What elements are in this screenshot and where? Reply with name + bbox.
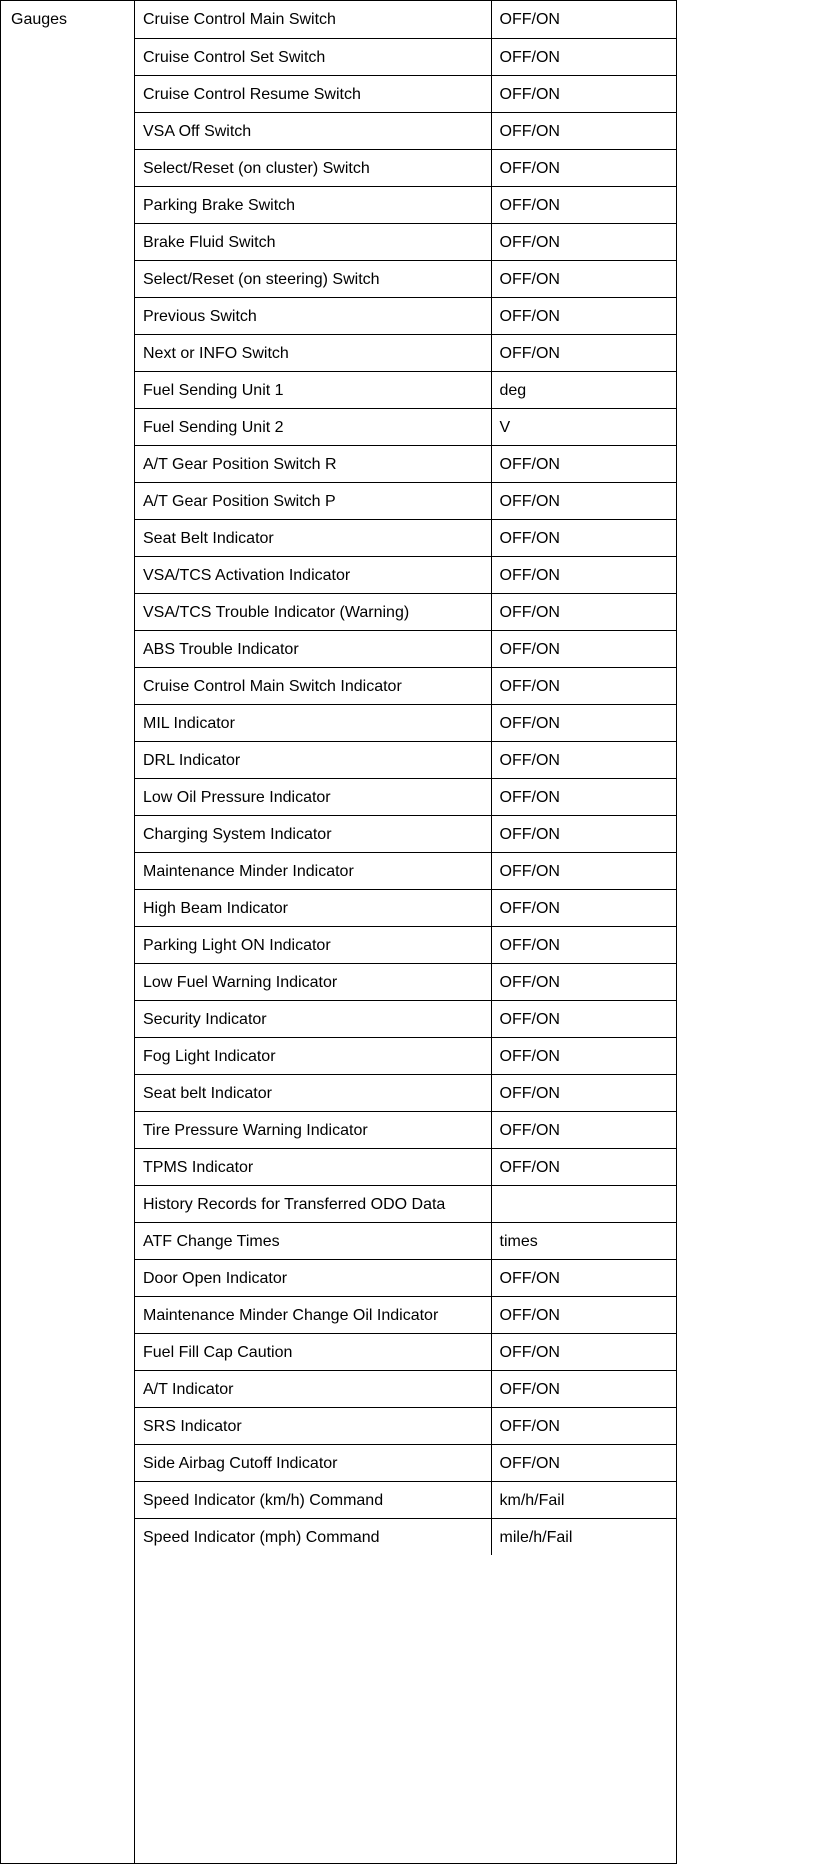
parameter-unit: OFF/ON — [491, 75, 676, 112]
parameter-name: Fuel Sending Unit 1 — [135, 371, 491, 408]
parameter-unit: OFF/ON — [491, 38, 676, 75]
category-cell: Gauges — [1, 1, 135, 1863]
table-row — [135, 815, 676, 852]
parameter-unit: OFF/ON — [491, 1259, 676, 1296]
table-row — [135, 889, 676, 926]
parameter-unit: OFF/ON — [491, 630, 676, 667]
table-row — [135, 741, 676, 778]
table-row — [135, 1481, 676, 1518]
parameter-name: Charging System Indicator — [135, 815, 491, 852]
parameter-unit: OFF/ON — [491, 297, 676, 334]
parameter-name: DRL Indicator — [135, 741, 491, 778]
table-row — [135, 667, 676, 704]
table-row — [135, 1111, 676, 1148]
table-row — [135, 1518, 676, 1555]
parameter-unit — [491, 1185, 676, 1222]
table-row — [135, 1333, 676, 1370]
parameter-unit: OFF/ON — [491, 704, 676, 741]
parameter-name: High Beam Indicator — [135, 889, 491, 926]
parameter-unit: OFF/ON — [491, 1444, 676, 1481]
table-row — [135, 1222, 676, 1259]
table-row — [135, 1296, 676, 1333]
parameter-unit: OFF/ON — [491, 1407, 676, 1444]
parameter-name: Maintenance Minder Change Oil Indicator — [135, 1296, 491, 1333]
parameter-name: Select/Reset (on cluster) Switch — [135, 149, 491, 186]
parameter-unit: mile/h/Fail — [499, 1528, 573, 1546]
table-row — [135, 593, 676, 630]
table-row — [135, 1037, 676, 1074]
table-row — [135, 149, 676, 186]
parameter-name: Next or INFO Switch — [135, 334, 491, 371]
parameter-name: VSA/TCS Activation Indicator — [135, 556, 491, 593]
parameter-unit: OFF/ON — [491, 778, 676, 815]
parameter-name: Speed Indicator (km/h) Command — [135, 1481, 491, 1518]
parameter-name: Fog Light Indicator — [135, 1037, 491, 1074]
parameter-unit: OFF/ON — [491, 519, 676, 556]
parameter-name: ABS Trouble Indicator — [135, 630, 491, 667]
table-row — [135, 852, 676, 889]
table-row — [135, 963, 676, 1000]
parameter-name: Select/Reset (on steering) Switch — [135, 260, 491, 297]
parameter-name: Tire Pressure Warning Indicator — [135, 1111, 491, 1148]
parameter-name: Brake Fluid Switch — [135, 223, 491, 260]
parameter-name: VSA/TCS Trouble Indicator (Warning) — [135, 593, 491, 630]
parameter-name: Low Fuel Warning Indicator — [135, 963, 491, 1000]
table-row — [135, 1000, 676, 1037]
parameter-unit: OFF/ON — [491, 1148, 676, 1185]
parameter-unit: OFF/ON — [491, 1111, 676, 1148]
table-row — [135, 112, 676, 149]
table-row — [135, 1444, 676, 1481]
parameter-name: Door Open Indicator — [135, 1259, 491, 1296]
parameter-unit: OFF/ON — [491, 1074, 676, 1111]
table-row — [135, 1370, 676, 1407]
parameter-name: Parking Brake Switch — [135, 186, 491, 223]
table-row — [135, 75, 676, 112]
parameter-unit: OFF/ON — [491, 852, 676, 889]
parameter-name: Low Oil Pressure Indicator — [135, 778, 491, 815]
parameter-unit: km/h/Fail — [491, 1481, 676, 1518]
parameter-unit: deg — [491, 371, 676, 408]
parameter-unit: OFF/ON — [491, 445, 676, 482]
parameter-unit: OFF/ON — [491, 1370, 676, 1407]
table-row — [135, 1407, 676, 1444]
table-row — [135, 704, 676, 741]
parameter-unit: OFF/ON — [491, 815, 676, 852]
parameter-unit: V — [491, 408, 676, 445]
parameter-unit: OFF/ON — [491, 186, 676, 223]
parameter-name: Cruise Control Resume Switch — [135, 75, 491, 112]
table-row — [135, 556, 676, 593]
parameter-name: A/T Gear Position Switch P — [135, 482, 491, 519]
parameter-unit: OFF/ON — [491, 1, 676, 38]
table-row — [135, 1, 676, 38]
parameter-list — [135, 1, 676, 1555]
table-row — [135, 519, 676, 556]
parameter-unit: times — [491, 1222, 676, 1259]
table-row — [135, 223, 676, 260]
parameter-name: Cruise Control Main Switch — [135, 1, 491, 38]
parameter-name: Side Airbag Cutoff Indicator — [135, 1444, 491, 1481]
table-row — [135, 260, 676, 297]
table-row — [135, 297, 676, 334]
parameter-name: Security Indicator — [135, 1000, 491, 1037]
table-row — [135, 1148, 676, 1185]
parameter-unit: OFF/ON — [491, 889, 676, 926]
table-row — [135, 1074, 676, 1111]
parameter-name: Fuel Sending Unit 2 — [135, 408, 491, 445]
parameter-name: Fuel Fill Cap Caution — [135, 1333, 491, 1370]
parameter-unit: OFF/ON — [491, 334, 676, 371]
parameter-unit: OFF/ON — [491, 482, 676, 519]
parameter-name: Seat Belt Indicator — [135, 519, 491, 556]
table-row — [135, 630, 676, 667]
table-row — [135, 1185, 676, 1222]
parameter-name: Cruise Control Set Switch — [135, 38, 491, 75]
parameter-unit: OFF/ON — [491, 963, 676, 1000]
table-row — [135, 926, 676, 963]
parameter-unit: OFF/ON — [491, 149, 676, 186]
parameter-rows — [135, 1, 676, 1555]
table-row — [135, 445, 676, 482]
parameter-name: TPMS Indicator — [135, 1148, 491, 1185]
parameter-name: Maintenance Minder Indicator — [135, 852, 491, 889]
parameter-name: Seat belt Indicator — [135, 1074, 491, 1111]
parameter-name: A/T Indicator — [135, 1370, 491, 1407]
parameter-unit: OFF/ON — [491, 1296, 676, 1333]
parameter-unit: OFF/ON — [491, 260, 676, 297]
parameter-name: ATF Change Times — [135, 1222, 491, 1259]
parameter-name: Previous Switch — [135, 297, 491, 334]
parameter-unit: OFF/ON — [491, 926, 676, 963]
parameter-name: MIL Indicator — [135, 704, 491, 741]
table-row — [135, 334, 676, 371]
parameter-unit: OFF/ON — [491, 223, 676, 260]
table-row — [135, 408, 676, 445]
table-row — [135, 1259, 676, 1296]
parameter-unit: OFF/ON — [491, 556, 676, 593]
parameter-unit: OFF/ON — [491, 1037, 676, 1074]
table-row — [135, 38, 676, 75]
parameter-unit: OFF/ON — [491, 667, 676, 704]
parameter-name: A/T Gear Position Switch R — [135, 445, 491, 482]
parameter-unit: OFF/ON — [491, 1333, 676, 1370]
parameter-name: SRS Indicator — [135, 1407, 491, 1444]
parameter-unit: OFF/ON — [491, 741, 676, 778]
parameter-unit: OFF/ON — [491, 1000, 676, 1037]
parameter-name: Parking Light ON Indicator — [135, 926, 491, 963]
parameter-name: VSA Off Switch — [135, 112, 491, 149]
parameter-unit: OFF/ON — [491, 112, 676, 149]
table-row — [135, 186, 676, 223]
parameter-name: Cruise Control Main Switch Indicator — [135, 667, 491, 704]
parameter-name: History Records for Transferred ODO Data — [135, 1185, 491, 1222]
table-row — [135, 482, 676, 519]
table-row — [135, 778, 676, 815]
parameter-unit: OFF/ON — [491, 593, 676, 630]
parameter-name: Speed Indicator (mph) Command — [135, 1518, 491, 1555]
table-row — [135, 371, 676, 408]
